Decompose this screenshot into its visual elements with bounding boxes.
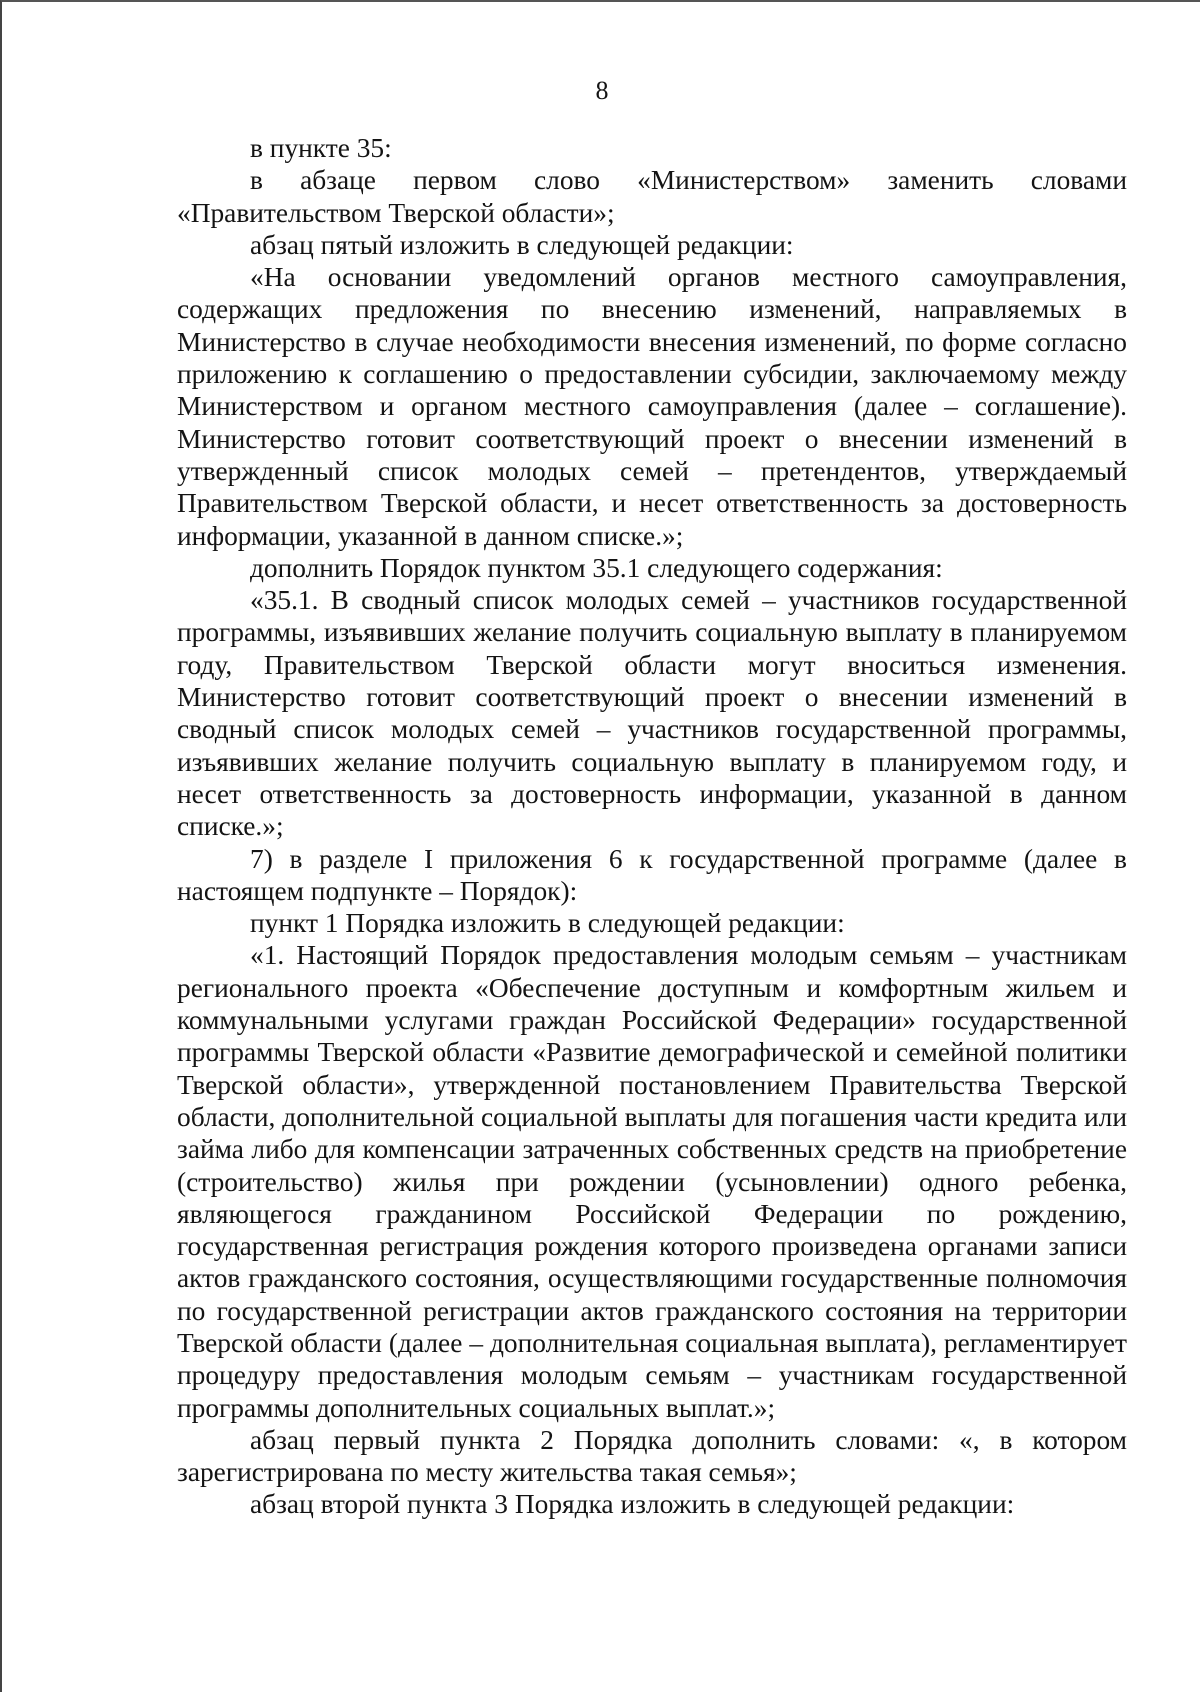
- paragraph: «На основании уведомлений органов местного самоуправления, содержащих предложения по внесению изменений, направляемых в Министерство в случае необходимости внесения изменений, по форме согласно приложению к соглашению о предоставлении субсидии, заключаемому между Министерством и органом местного самоуправления (далее – соглашение). Министерство готовит соответствующий проект о внесении изменений в утвержденный список молодых семей – претендентов, утверждаемый Правительством Тверской области, и несет ответственность за достоверность информации, указанной в данном списке.»;: [177, 262, 1127, 551]
- paragraph: в абзаце первом слово «Министерством» заменить словами «Правительством Тверской области»;: [177, 165, 1127, 228]
- paragraph: пункт 1 Порядка изложить в следующей редакции:: [250, 908, 845, 939]
- paragraph: абзац пятый изложить в следующей редакции:: [250, 229, 794, 260]
- paragraph: абзац второй пункта 3 Порядка изложить в следующей редакции:: [250, 1489, 1015, 1520]
- paragraph: 7) в разделе I приложения 6 к государственной программе (далее в настоящем подпункте – Порядок):: [177, 843, 1127, 906]
- paragraph: «1. Настоящий Порядок предоставления молодым семьям – участникам регионального проекта «Обеспечение доступным и комфортным жильем и коммунальными услугами граждан Российской Федерации» государственной программы Тверской области «Развитие демографической и семейной политики Тверской области», утвержденной постановлением Правительства Тверской области, дополнительной социальной выплаты для погашения части кредита или займа либо для компенсации затраченных собственных средств на приобретение (строительство) жилья при рождении (усыновлении) одного ребенка, являющегося гражданином Российской Федерации по рождению, государственная регистрация рождения которого произведена органами записи актов гражданского состояния, осуществляющими государственные полномочия по государственной регистрации актов гражданского состояния на территории Тверской области (далее – дополнительная социальная выплата), регламентирует процедуру предоставления молодым семьям – участникам государственной программы дополнительных социальных выплат.»;: [177, 940, 1127, 1423]
- document-body: [177, 132, 1127, 1521]
- paragraph: «35.1. В сводный список молодых семей – участников государственной программы, изъявивших желание получить социальную выплату в планируемом году, Правительством Тверской области могут вноситься изменения. Министерство готовит соответствующий проект о внесении изменений в сводный список молодых семей – участников государственной программы, изъявивших желание получить социальную выплату в планируемом году, и несет ответственность за достоверность информации, указанной в данном списке.»;: [177, 585, 1127, 842]
- paragraph: дополнить Порядок пунктом 35.1 следующего содержания:: [250, 552, 943, 583]
- page-number: 8: [595, 76, 609, 105]
- paragraph: в пункте 35:: [250, 133, 392, 163]
- paragraph: абзац первый пункта 2 Порядка дополнить словами: «, в котором зарегистрирована по месту жительства такая семья»;: [177, 1424, 1127, 1488]
